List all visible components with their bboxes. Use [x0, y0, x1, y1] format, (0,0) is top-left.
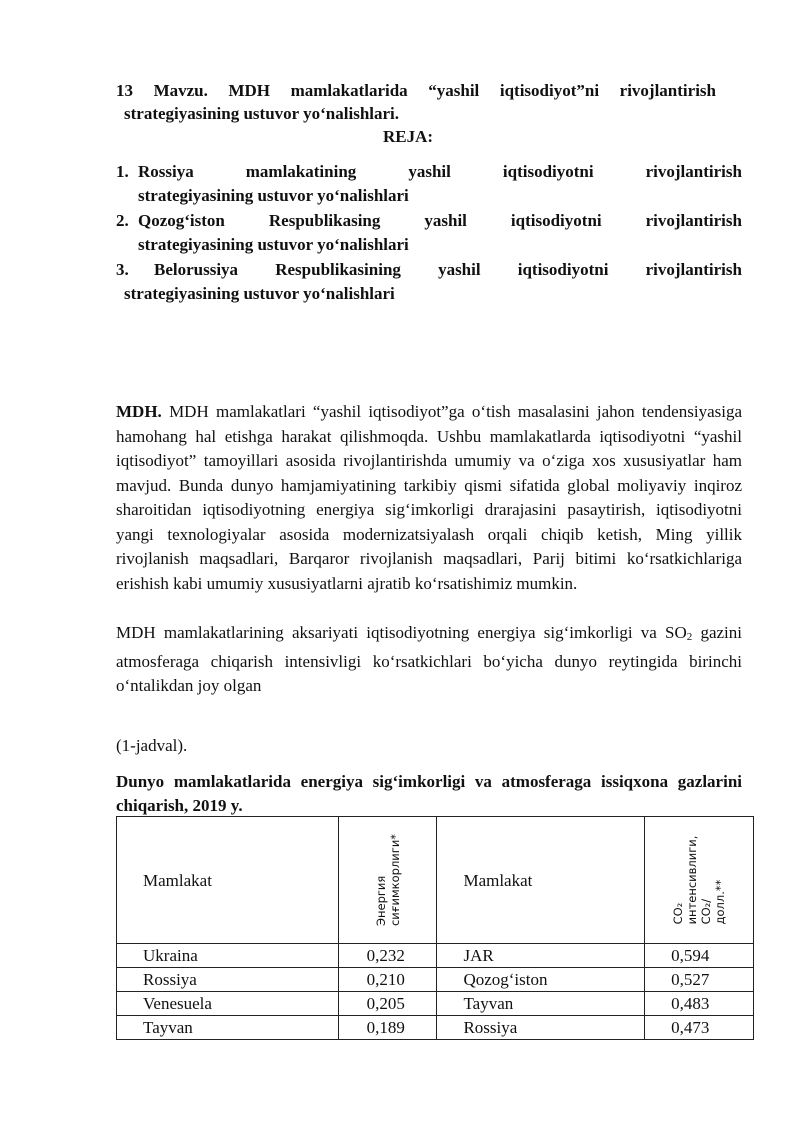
plan-item-line2: strategiyasining ustuvor yo‘nalishlari	[138, 186, 409, 205]
table-header-row	[117, 817, 754, 944]
header-co2-line: CO₂	[671, 902, 686, 925]
table-row	[117, 944, 754, 968]
table-row	[117, 1016, 754, 1040]
cell-energy: 0,232	[338, 944, 437, 968]
cell-country-b: Tayvan	[437, 992, 645, 1016]
plan-word: Respublikasining	[275, 260, 401, 279]
plan-word: iqtisodiyotni	[502, 162, 594, 181]
plan-item-number: 3.	[116, 260, 129, 279]
cell-country-a: Ukraina	[117, 944, 339, 968]
plan-item-line2: strategiyasining ustuvor yo‘nalishlari	[138, 235, 409, 254]
header-country-a: Mamlakat	[117, 817, 339, 944]
cell-country-b: Rossiya	[437, 1016, 645, 1040]
header-country-b: Mamlakat	[437, 817, 645, 944]
heading-word: mamlakatlarida	[290, 81, 408, 100]
plan-item-line2: strategiyasining ustuvor yo‘nalishlari	[124, 284, 395, 303]
cell-country-b: Qozog‘iston	[437, 968, 645, 992]
plan-item-1	[116, 160, 742, 208]
plan-word: Respublikasing	[268, 211, 381, 230]
table-title: Dunyo mamlakatlarida energiya sig‘imkorligi va atmosferaga issiqxona gazlarini chiqarish, 2019 y.	[116, 772, 742, 815]
plan-word: rivojlantirish	[645, 211, 742, 230]
plan-item-2	[116, 209, 742, 257]
plan-word: rivojlantirish	[645, 162, 742, 181]
header-co2-line: CO₂/	[699, 898, 714, 925]
cell-energy: 0,189	[338, 1016, 437, 1040]
plan-word: mamlakatining	[245, 162, 357, 181]
paragraph-text-before: MDH mamlakatlarining aksariyati iqtisodiyotning energiya sig‘imkorligi va SO	[116, 623, 687, 642]
cell-energy: 0,210	[338, 968, 437, 992]
topic-heading	[116, 79, 716, 125]
header-co2-line: интенсивлиги,	[685, 835, 700, 925]
plan-word: iqtisodiyotni	[517, 260, 609, 279]
plan-word: yashil	[438, 260, 481, 279]
header-energy-line: Энергия	[373, 875, 388, 927]
heading-word: Mavzu.	[153, 81, 208, 100]
header-co2-intensity	[645, 817, 754, 944]
topic-heading-line2: strategiyasining ustuvor yo‘nalishlari.	[124, 104, 400, 123]
plan-item-3	[116, 258, 742, 306]
heading-word: rivojlantirish	[619, 81, 716, 100]
paragraph-mdh	[116, 400, 742, 596]
table-row	[117, 968, 754, 992]
plan-word: yashil	[408, 162, 451, 181]
cell-country-a: Rossiya	[117, 968, 339, 992]
plan-word: Rossiya	[138, 162, 194, 181]
plan-word: rivojlantirish	[645, 260, 742, 279]
cell-co2: 0,527	[645, 968, 754, 992]
plan-word: Belorussiya	[154, 260, 239, 279]
cell-co2: 0,483	[645, 992, 754, 1016]
cell-country-a: Venesuela	[117, 992, 339, 1016]
table-reference: (1-jadval).	[116, 736, 188, 755]
cell-co2: 0,473	[645, 1016, 754, 1040]
header-energy-line: сиғимкорлиги*	[387, 833, 402, 927]
heading-word: MDH	[228, 81, 270, 100]
plan-word: yashil	[424, 211, 467, 230]
plan-word: Qozog‘iston	[138, 211, 225, 230]
plan-title: REJA:	[382, 127, 434, 146]
heading-word: “yashil	[428, 81, 480, 100]
cell-country-a: Tayvan	[117, 1016, 339, 1040]
heading-word: iqtisodiyot”ni	[499, 81, 600, 100]
emissions-table	[116, 816, 754, 1040]
paragraph-lead: MDH.	[116, 402, 162, 421]
cell-energy: 0,205	[338, 992, 437, 1016]
header-energy-intensity	[338, 817, 437, 944]
cell-country-b: JAR	[437, 944, 645, 968]
cell-co2: 0,594	[645, 944, 754, 968]
heading-word: 13	[116, 81, 133, 100]
table-row	[117, 992, 754, 1016]
so2-subscript: 2	[686, 631, 693, 643]
paragraph-text-after: gazini atmosferaga chiqarish intensivligi ko‘rsatkichlari bo‘yicha dunyo reytingida birinchi o‘ntalikdan joy olgan	[116, 623, 742, 695]
plan-word: iqtisodiyotni	[510, 211, 602, 230]
paragraph-ranking	[116, 621, 742, 699]
topic-heading-line1	[116, 79, 716, 102]
header-co2-line: долл.**	[713, 879, 728, 925]
paragraph-text: MDH mamlakatlari “yashil iqtisodiyot”ga o‘tish masalasini jahon tendensiyasiga hamohang hal etishga harakat qilishmoqda. Ushbu mamlakatlarda iqtisodiyotni “yashil iqtisodiyot” tamoyillari asosida rivojlantirishda umumiy va o‘ziga xos xususiyatlar ham mavjud. Bunda dunyo hamjamiyatining tarkibiy qismi sifatida global moliyaviy inqiroz sharoitidan iqtisodiyotning energiya sig‘imkorligi drarajasini pasaytirish, iqtisodiyotni yangi texnologiyalar asosida modernizatsiyalash orqali chiqib ketish, Ming yillik rivojlanish maqsadlari, Barqaror rivojlanish maqsadlari, Parij bitimi ko‘rsatkichlariga erishish kabi umumiy xususiyatlarni ajratib ko‘rsatishimiz mumkin.	[116, 402, 743, 593]
plan-item-number: 1.	[116, 162, 129, 181]
plan-item-number: 2.	[116, 211, 129, 230]
